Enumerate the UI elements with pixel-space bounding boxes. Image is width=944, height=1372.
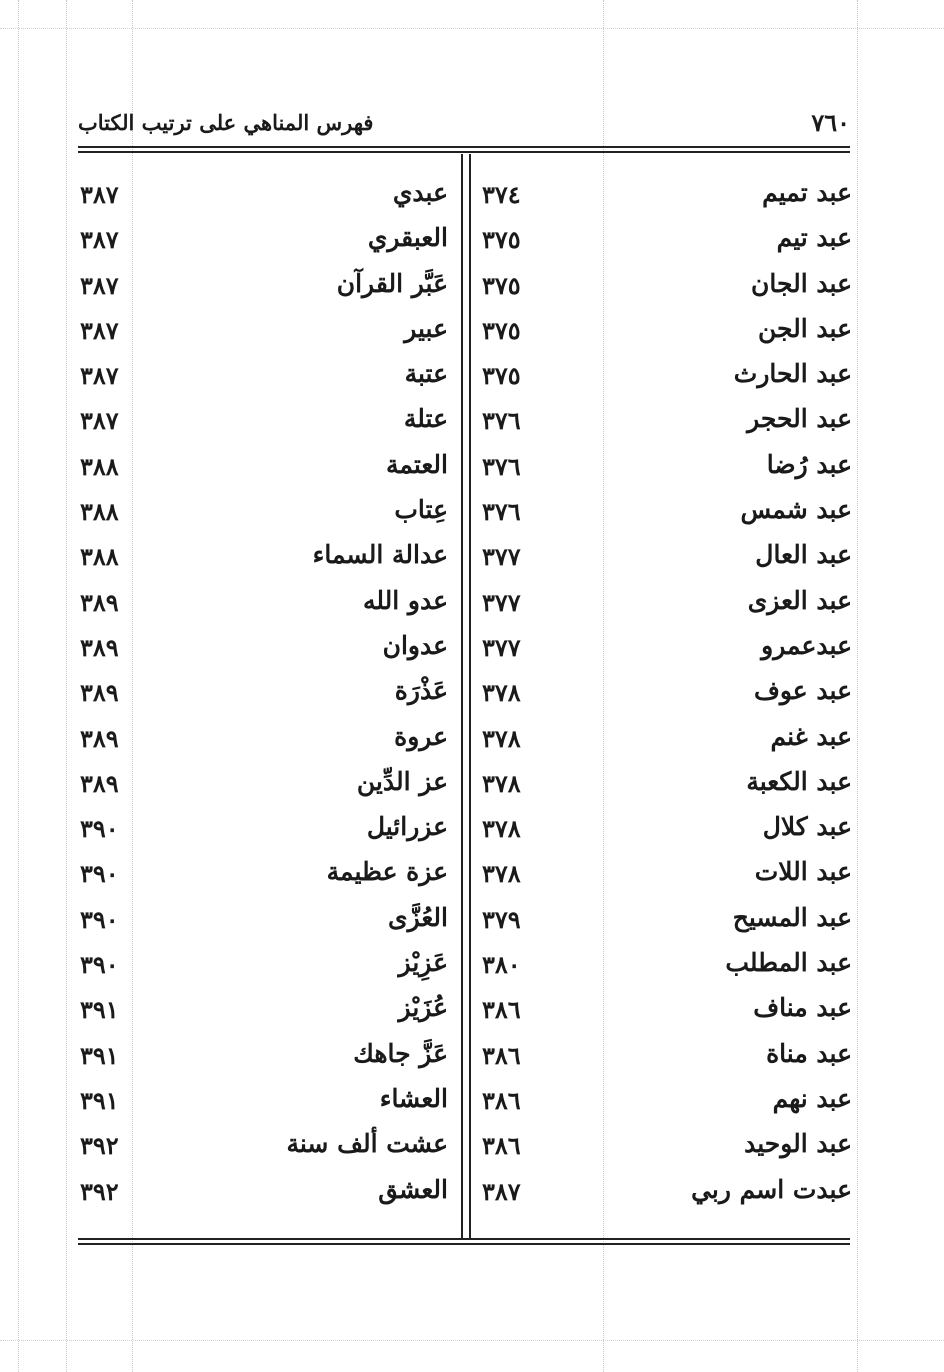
index-entry [482, 676, 852, 721]
index-entry [482, 993, 852, 1038]
index-term: عتلة [403, 404, 448, 434]
index-page-number: ٣٧٧ [482, 587, 521, 617]
index-term: عبد عوف [753, 676, 852, 706]
index-entry [80, 359, 448, 404]
index-entry [482, 812, 852, 857]
index-term: العتمة [385, 449, 448, 479]
index-page-number: ٣٧٩ [482, 904, 521, 934]
index-entry [80, 993, 448, 1038]
index-page-number: ٣٧٧ [482, 542, 521, 572]
index-term: عبدي [392, 178, 448, 207]
index-entry [482, 1175, 852, 1220]
index-page-number: ٣٧٦ [482, 451, 521, 481]
index-page-number: ٣٩١ [80, 1040, 119, 1070]
index-term: عبد غنم [770, 721, 852, 751]
index-term: عبد مناف [753, 993, 852, 1023]
index-entry [80, 269, 448, 314]
index-entry [80, 1175, 448, 1220]
index-entry [80, 404, 448, 449]
index-term: عبير [404, 313, 448, 343]
index-page-number: ٣٨٦ [482, 1131, 521, 1161]
scan-guide-line [66, 0, 67, 1372]
index-page-number: ٣٧٥ [482, 270, 521, 300]
index-page-number: ٣٧٨ [482, 814, 521, 844]
index-term: عبد تيم [776, 223, 852, 253]
index-entry [80, 631, 448, 676]
index-entry [482, 631, 852, 676]
index-entry [80, 314, 448, 359]
index-page-number: ٣٨٦ [482, 1040, 521, 1070]
index-entry [80, 540, 448, 585]
index-page-number: ٣٨٨ [80, 451, 119, 481]
page-header [78, 108, 850, 140]
index-page-number: ٣٧٥ [482, 315, 521, 345]
index-entry [482, 540, 852, 585]
index-term: عبد الحجر [747, 404, 852, 434]
index-entry [80, 223, 448, 268]
index-page-number: ٣٩٠ [80, 859, 119, 889]
index-page-number: ٣٧٨ [482, 723, 521, 753]
index-term: عِتاب [394, 495, 448, 525]
index-entry [80, 1129, 448, 1174]
index-term: عبد الحارث [733, 359, 852, 389]
index-page-number: ٣٧٥ [482, 361, 521, 391]
index-entry [80, 857, 448, 902]
index-term: عبد العال [755, 540, 852, 570]
index-term: عُزَيْز [398, 993, 448, 1023]
index-term: عبد المطلب [725, 948, 852, 978]
index-term: عدو الله [362, 585, 448, 615]
index-page-number: ٣٨٧ [80, 225, 119, 255]
index-term: عبد العزى [747, 585, 852, 615]
column-divider [461, 154, 471, 1239]
index-term: عَبَّر القرآن [336, 268, 448, 298]
index-term: العشق [378, 1174, 448, 1204]
header-rule-bottom [78, 151, 850, 153]
index-entry [80, 450, 448, 495]
index-entry [482, 269, 852, 314]
index-page-number: ٣٧٨ [482, 859, 521, 889]
index-page-number: ٣٧٧ [482, 632, 521, 662]
index-entry [80, 676, 448, 721]
index-term: عتبة [404, 359, 448, 389]
index-term: عبد اللات [754, 857, 852, 887]
index-term: عزرائيل [366, 812, 448, 842]
index-entry [482, 722, 852, 767]
index-entry [482, 857, 852, 902]
index-entry [80, 812, 448, 857]
index-page-number: ٣٩٠ [80, 814, 119, 844]
index-entry [80, 722, 448, 767]
index-entry [80, 586, 448, 631]
index-entry [482, 178, 852, 223]
index-term: عروة [394, 721, 448, 751]
index-page-number: ٣٨٧ [482, 1176, 521, 1206]
index-page-number: ٣٨٨ [80, 497, 119, 527]
index-entry [482, 359, 852, 404]
index-term: عَزِيْز [398, 948, 448, 978]
index-entry [482, 948, 852, 993]
index-term: عبد الوحيد [744, 1129, 852, 1159]
index-term: عشت ألف سنة [286, 1129, 448, 1159]
index-term: عز الدِّين [356, 766, 448, 796]
index-page-number: ٣٨٦ [482, 995, 521, 1025]
index-entry [80, 495, 448, 540]
index-term: عدالة السماء [312, 540, 448, 570]
index-term: عَزَّ جاهك [353, 1038, 448, 1068]
index-page-number: ٣٨٩ [80, 768, 119, 798]
index-term: العُزَّى [388, 902, 448, 932]
index-page-number: ٣٨٩ [80, 678, 119, 708]
index-term: عبد كلال [762, 812, 852, 842]
index-entry [80, 1039, 448, 1084]
index-entry [482, 1129, 852, 1174]
index-term: العشاء [379, 1083, 448, 1113]
index-entry [482, 903, 852, 948]
index-term: عبد نهم [772, 1083, 852, 1113]
index-page-number: ٣٧٤ [482, 180, 521, 209]
index-page-number: ٣٩٠ [80, 904, 119, 934]
index-page-number: ٣٧٨ [482, 678, 521, 708]
index-page-number: ٣٨٧ [80, 315, 119, 345]
index-entry [80, 903, 448, 948]
index-term: عبدعمرو [761, 630, 852, 660]
index-entry [482, 314, 852, 359]
index-entry [482, 404, 852, 449]
index-term: عبد مناة [766, 1038, 852, 1068]
index-entry [482, 223, 852, 268]
index-page-number: ٣٩٠ [80, 950, 119, 980]
index-entry [482, 495, 852, 540]
index-entry [80, 767, 448, 812]
index-entry [482, 450, 852, 495]
scan-guide-line [0, 1340, 944, 1341]
scan-guide-line [18, 0, 19, 1372]
index-term: عبدت اسم ربي [691, 1174, 852, 1204]
index-page-number: ٣٨٦ [482, 1085, 521, 1115]
index-term: عبد تميم [762, 178, 852, 207]
index-entry [80, 948, 448, 993]
index-page-number: ٣٩٢ [80, 1176, 119, 1206]
index-page-number: ٣٨٧ [80, 270, 119, 300]
header-rule-top [78, 146, 850, 148]
scan-guide-line [0, 28, 944, 29]
index-term: عبد الجن [757, 313, 852, 343]
index-entry [482, 1039, 852, 1084]
page-number: ٧٦٠ [811, 108, 850, 137]
footer-rule-top [78, 1238, 850, 1240]
index-page-number: ٣٩١ [80, 1085, 119, 1115]
index-entry [482, 586, 852, 631]
index-page-number: ٣٨٠ [482, 950, 521, 980]
index-term: العبقري [367, 223, 448, 253]
index-term: عبد رُضا [766, 449, 852, 479]
index-page-number: ٣٨٧ [80, 180, 119, 209]
index-term: عدوان [382, 630, 448, 660]
index-page-number: ٣٨٩ [80, 587, 119, 617]
index-term: عبد الجان [751, 268, 852, 298]
index-entry [482, 1084, 852, 1129]
index-page-number: ٣٧٦ [482, 497, 521, 527]
index-page-number: ٣٨٧ [80, 406, 119, 436]
index-page-number: ٣٩٢ [80, 1131, 119, 1161]
index-entry [482, 767, 852, 812]
index-term: عبد الكعبة [746, 766, 852, 796]
index-term: عبد شمس [740, 495, 852, 525]
index-page-number: ٣٧٨ [482, 768, 521, 798]
index-term: عبد المسيح [732, 902, 852, 932]
index-column-left [80, 178, 448, 1220]
index-entry [80, 178, 448, 223]
index-column-right [482, 178, 852, 1220]
index-page-number: ٣٨٩ [80, 723, 119, 753]
running-title: فهرس المناهي على ترتيب الكتاب [78, 110, 374, 135]
footer-rule-bottom [78, 1243, 850, 1245]
index-entry [80, 1084, 448, 1129]
index-page-number: ٣٧٦ [482, 406, 521, 436]
index-page-number: ٣٨٧ [80, 361, 119, 391]
index-page-number: ٣٩١ [80, 995, 119, 1025]
index-page-number: ٣٧٥ [482, 225, 521, 255]
index-term: عَذْرَة [394, 676, 448, 706]
scan-guide-line [857, 0, 858, 1372]
index-page-number: ٣٨٨ [80, 542, 119, 572]
index-page-number: ٣٨٩ [80, 632, 119, 662]
index-term: عزة عظيمة [326, 857, 448, 887]
